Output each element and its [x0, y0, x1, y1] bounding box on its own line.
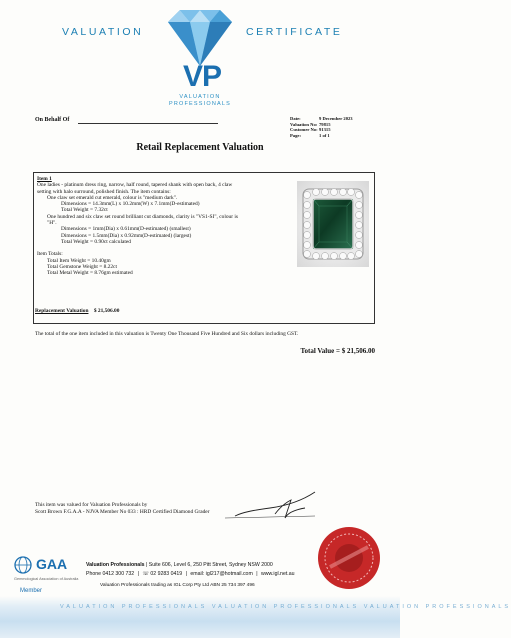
- item-total-line: Total Gemstone Weight = 8.22ct: [47, 263, 117, 270]
- footer-company: [86, 562, 273, 568]
- info-value: 9 December 2023: [319, 116, 353, 121]
- footer-band-text: VALUATION PROFESSIONALS VALUATION PROFESSIONALS VALUATION PROFESSIONALS: [60, 604, 511, 610]
- footer-fax-icon: ☏: [142, 571, 149, 577]
- gaa-subtitle: Gemmological Association of Australia: [14, 577, 79, 581]
- diamond-logo-icon: [164, 8, 236, 68]
- info-value: 91315: [319, 127, 331, 132]
- valuation-amount: $ 21,506.00: [93, 308, 120, 314]
- item-total-line: Total Metal Weight = 8.76gm estimated: [47, 270, 133, 277]
- total-value: Total Value = $ 21,506.00: [300, 347, 375, 355]
- document-title: Retail Replacement Valuation: [136, 142, 264, 153]
- item-line: "H".: [47, 220, 57, 227]
- info-key: Date:: [290, 116, 301, 121]
- gaa-logo-text: GAA: [36, 556, 68, 572]
- item-description: [37, 176, 292, 276]
- item-line: Total Weight = 0.90ct calculated: [61, 238, 131, 245]
- total-sentence: The total of the one item included in this valuation is Twenty One Thousand Five Hundred and Six dollars including GST.: [35, 331, 299, 337]
- signature: [215, 488, 325, 528]
- logo-sub-line2: PROFESSIONALS: [168, 101, 232, 107]
- info-key: Customer No:: [290, 127, 318, 132]
- item-line: One ladies - platinum dress ring, narrow, half round, tapered shank with open back, 4 claw: [37, 182, 233, 189]
- item-line: Dimensions = 1.5mm(Dia) x 0.92mm(D-estimated) (largest): [61, 232, 192, 239]
- footer-contacts: Phone 0412 300 732 | ☏ 02 9283 0419 | email: igl217@hotmail.com | www.igl.net.au: [86, 571, 295, 577]
- item-total-line: Total Item Weight = 10.40gm: [47, 257, 111, 264]
- item-line: Total Weight = 7.32ct: [61, 207, 108, 214]
- gaa-member-label: Member: [20, 588, 43, 594]
- valuer-line-2: Scott Brown F.G.A.A - NJVA Member No 033 : HRD Certified Diamond Grader: [35, 508, 210, 515]
- info-key: Valuation No:: [290, 121, 318, 127]
- valuer-line-1: This item was valued for Valuation Professionals by: [35, 502, 148, 508]
- vp-logo: VP: [182, 60, 222, 93]
- item-line: Dimensions = 14.3mm(L) x 10.2mm(W) x 7.1mm(D-estimated): [61, 201, 200, 208]
- on-behalf-of-label: On Behalf Of: [35, 117, 70, 123]
- item-line: Dimensions = 1mm(Dia) x 0.61mm(D-estimated) (smallest): [61, 226, 191, 233]
- footer-watermark-band: [0, 596, 511, 638]
- logo-subtitle: [150, 94, 250, 108]
- item-line: setting with halo surround, polished finish. The item contains:: [37, 188, 171, 195]
- item-totals-heading: Item Totals:: [37, 251, 63, 258]
- item-heading: Item 1: [37, 176, 52, 182]
- gaa-globe-icon: [14, 556, 32, 574]
- red-seal-stamp-icon: [316, 525, 382, 591]
- info-key: Page:: [290, 132, 301, 138]
- valuer-statement: [35, 502, 210, 515]
- info-value: 1 of 1: [319, 132, 330, 138]
- footer-web[interactable]: www.igl.net.au: [261, 571, 295, 577]
- item-line: One claw set emerald cut emerald, colour is "medium dark".: [47, 194, 178, 201]
- valuation-label: Replacement Valuation: [35, 308, 89, 314]
- header-valuation-word: VALUATION: [62, 26, 144, 38]
- info-page: [290, 133, 380, 139]
- on-behalf-of-line: [78, 123, 218, 124]
- footer-email[interactable]: email: igl217@hotmail.com: [190, 571, 253, 577]
- header-certificate-word: CERTIFICATE: [246, 26, 343, 38]
- item-line: One hundred and six claw set round brilliant cut diamonds, clarity is "VS1-SI", colour is: [47, 213, 238, 220]
- info-value: 79815: [319, 121, 331, 127]
- emerald-ring-photo: [297, 181, 369, 267]
- replacement-valuation: [35, 308, 119, 314]
- footer-trading-line: Valuation Professionals trading as IGL Corp Pty Ltd ABN 25 734 397 496: [100, 583, 255, 588]
- footer-fax: 02 9283 0419: [150, 571, 183, 577]
- footer-phone: Phone 0412 300 732: [86, 571, 135, 577]
- item-box: [33, 172, 375, 324]
- footer-company-name: Valuation Professionals: [86, 562, 145, 568]
- logo-sub-line1: VALUATION: [179, 94, 221, 100]
- footer-company-address: | Suite 606, Level 6, 250 Pitt Street, Sydney NSW 2000: [145, 562, 273, 568]
